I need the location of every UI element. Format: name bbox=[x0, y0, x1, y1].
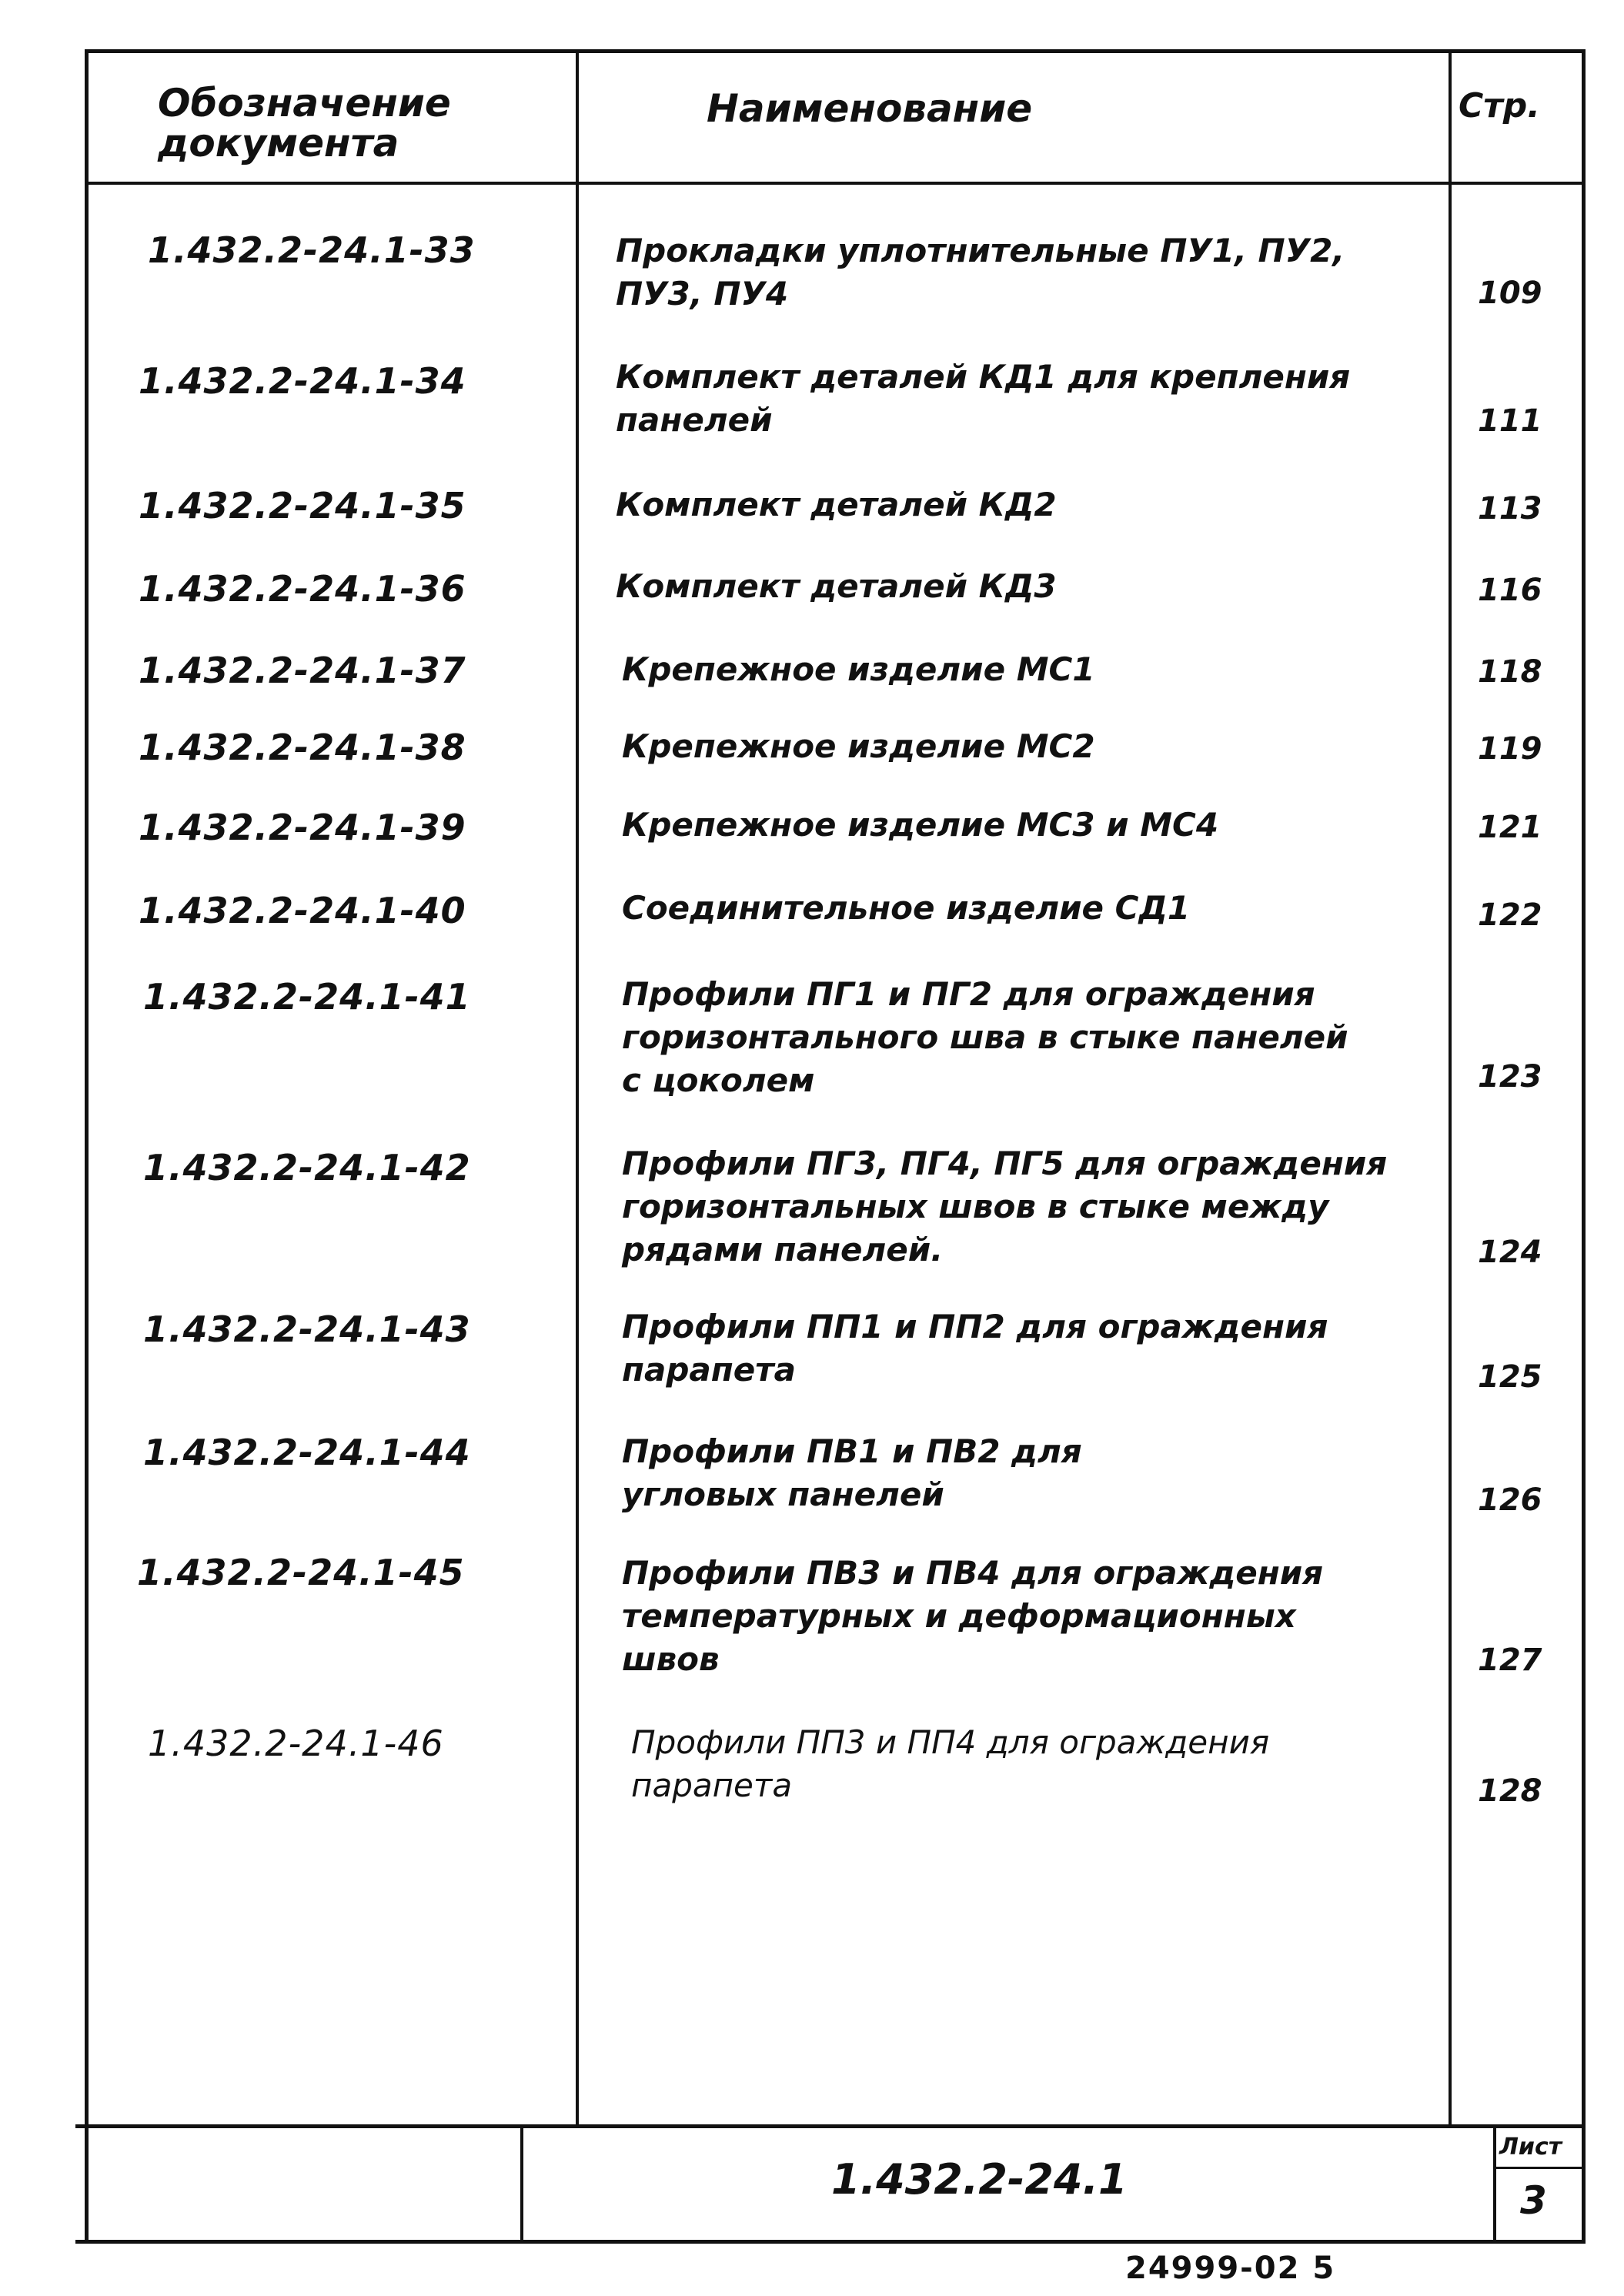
row-code: 1.432.2-24.1-45 bbox=[137, 1552, 465, 1593]
row-code: 1.432.2-24.1-37 bbox=[139, 650, 466, 691]
row-code: 1.432.2-24.1-42 bbox=[143, 1147, 471, 1188]
row-name: Профили ПГ3, ПГ4, ПГ5 для ограждения горизонтальных швов в стыке между рядами панелей. bbox=[622, 1145, 1388, 1268]
row-name: Профили ПП1 и ПП2 для ограждения парапета bbox=[622, 1308, 1328, 1389]
stamp-sheet-label: Лист bbox=[1499, 2134, 1562, 2161]
column-header-code: Обозначение документа bbox=[158, 81, 451, 165]
row-name: Комплект деталей КД3 bbox=[616, 567, 1057, 605]
row-page: 116 bbox=[1478, 573, 1542, 608]
header-divider bbox=[89, 182, 1586, 185]
row-page: 119 bbox=[1478, 731, 1542, 767]
row-code: 1.432.2-24.1-44 bbox=[143, 1432, 471, 1473]
stamp-document-code: 1.432.2-24.1 bbox=[831, 2155, 1128, 2204]
stamp-sheet-number: 3 bbox=[1520, 2178, 1547, 2223]
row-page: 128 bbox=[1478, 1773, 1542, 1809]
row-page: 121 bbox=[1478, 810, 1542, 845]
row-name: Крепежное изделие МС2 bbox=[622, 727, 1095, 765]
row-code: 1.432.2-24.1-39 bbox=[139, 807, 466, 848]
row-code: 1.432.2-24.1-46 bbox=[148, 1723, 444, 1764]
row-page: 118 bbox=[1478, 654, 1542, 690]
frame-top bbox=[85, 49, 1586, 53]
row-code: 1.432.2-24.1-36 bbox=[139, 568, 466, 610]
row-page: 113 bbox=[1478, 491, 1542, 526]
row-code: 1.432.2-24.1-35 bbox=[139, 485, 466, 526]
row-page: 125 bbox=[1478, 1359, 1542, 1395]
row-code: 1.432.2-24.1-43 bbox=[143, 1308, 471, 1350]
row-code: 1.432.2-24.1-41 bbox=[143, 976, 471, 1018]
row-name: Комплект деталей КД1 для крепления панелей bbox=[616, 358, 1351, 439]
row-code: 1.432.2-24.1-33 bbox=[148, 229, 476, 271]
footer-inventory-number: 24999-02 5 bbox=[1125, 2251, 1336, 2286]
frame-right bbox=[1582, 49, 1586, 2243]
row-page: 111 bbox=[1478, 403, 1542, 439]
row-name: Профили ПП3 и ПП4 для ограждения парапета bbox=[631, 1723, 1270, 1804]
row-name: Крепежное изделие МС3 и МС4 bbox=[622, 806, 1219, 844]
column-header-page: Стр. bbox=[1459, 86, 1541, 125]
stamp-top-line bbox=[75, 2124, 1586, 2128]
row-page: 109 bbox=[1478, 276, 1542, 311]
row-page: 127 bbox=[1478, 1643, 1542, 1678]
frame-left bbox=[85, 49, 89, 2243]
stamp-sheet-divider bbox=[1493, 2167, 1584, 2169]
row-name: Профили ПГ1 и ПГ2 для ограждения горизонтального шва в стыке панелей с цоколем bbox=[622, 975, 1348, 1099]
row-page: 123 bbox=[1478, 1059, 1542, 1095]
frame-bottom bbox=[75, 2240, 1586, 2244]
row-name: Комплект деталей КД2 bbox=[616, 486, 1057, 523]
column-divider-2 bbox=[1449, 49, 1452, 2127]
row-name: Профили ПВ1 и ПВ2 для угловых панелей bbox=[622, 1432, 1082, 1513]
row-code: 1.432.2-24.1-38 bbox=[139, 727, 466, 768]
row-name: Соединительное изделие СД1 bbox=[622, 889, 1191, 927]
column-divider-1 bbox=[576, 49, 579, 2127]
row-name: Крепежное изделие МС1 bbox=[622, 650, 1095, 688]
stamp-right-divider bbox=[1493, 2124, 1496, 2241]
row-name: Прокладки уплотнительные ПУ1, ПУ2, ПУ3, ПУ4 bbox=[616, 232, 1345, 312]
row-page: 126 bbox=[1478, 1482, 1542, 1518]
row-page: 122 bbox=[1478, 897, 1542, 933]
stamp-left-divider bbox=[520, 2124, 523, 2241]
column-header-name: Наименование bbox=[707, 86, 1033, 131]
row-code: 1.432.2-24.1-40 bbox=[139, 890, 466, 931]
row-code: 1.432.2-24.1-34 bbox=[139, 360, 466, 402]
row-name: Профили ПВ3 и ПВ4 для ограждения температурных и деформационных швов bbox=[622, 1554, 1324, 1678]
row-page: 124 bbox=[1478, 1235, 1542, 1270]
